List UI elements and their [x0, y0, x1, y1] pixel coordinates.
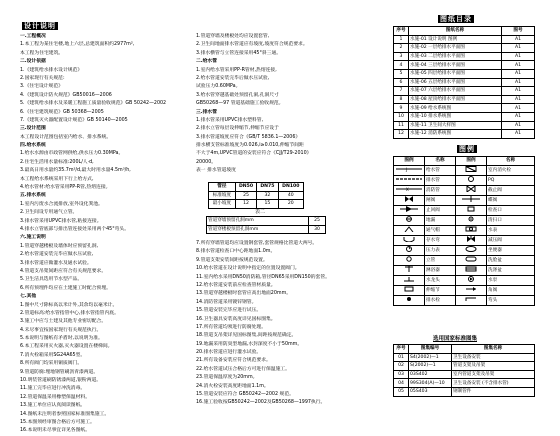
table-cell: 水施-05 四层给排水平面图: [409, 69, 502, 78]
note-line: 23.管道保温厚度为20mm。: [196, 375, 258, 381]
table-cell: 40: [278, 191, 303, 200]
header-cell: 图集编号: [409, 345, 452, 354]
table-cell: 25: [309, 217, 326, 226]
header-cell: 名称: [487, 157, 535, 166]
note-line: 1.管道穿墙及楼板处均应设置套管,: [196, 34, 270, 39]
note-line: 3.最高日用水量约35.7m³/d,最大时用水量4.5m³/h,: [20, 168, 131, 174]
note-line: 13.管道穿越楼板时套管应高出地面20mm。: [196, 291, 292, 297]
legend-row: [394, 265, 535, 275]
drawing-list-title: 图纸目录: [440, 15, 472, 23]
note-line: 二.给水管: [196, 59, 218, 65]
note-line: 9.管道防腐:埋地钢管刷沥青漆两道。: [20, 369, 99, 375]
table-row: [394, 362, 535, 371]
legend-symbol-icon: [456, 235, 487, 245]
table2-title: 表二: [255, 209, 266, 215]
note-line: 三.设计范围: [20, 126, 46, 132]
legend-symbol-icon: [394, 185, 425, 195]
table-cell: 10: [394, 112, 409, 121]
table-cell: 水施-02 一层给排水平面图: [409, 44, 502, 53]
note-line: 试验压力0.60MPa。: [196, 84, 241, 90]
note-line: 19.地漏采用防臭型地漏,水封深度不小于50mm。: [196, 341, 303, 347]
table-row: [394, 370, 535, 379]
legend-name: 淋浴器: [425, 265, 456, 275]
svg-text:J: J: [406, 166, 408, 172]
note-line: 3.给水管穿越基础处预留孔洞,孔洞尺寸: [196, 92, 279, 98]
note-line: 8.排水管道检查口中心距地面1.0m。: [196, 249, 276, 255]
legend-name: 蝶阀: [487, 195, 535, 205]
legend-symbol-icon: [394, 235, 425, 245]
note-line: 20.排水管道应进行灌水试验。: [196, 350, 262, 356]
note-line: 5.本说明与图纸有矛盾时,以说明为准。: [20, 336, 103, 342]
table-row: [394, 104, 535, 113]
table-row: [394, 95, 535, 104]
table-cell: 02: [394, 362, 409, 371]
legend-name: 闸阀: [425, 195, 456, 205]
legend-symbol-icon: [456, 195, 487, 205]
table-cell: 12: [235, 200, 256, 209]
header-cell: 图号: [502, 27, 535, 36]
table-row: [394, 35, 535, 44]
header-cell: 图集名称: [452, 345, 535, 354]
header-cell: 序号: [394, 345, 409, 354]
legend-name: 消防管: [425, 185, 456, 195]
table-row: [394, 69, 535, 78]
note-line: 15.管道安装完毕应进行试压。: [196, 308, 262, 314]
pipe-slope-table: [208, 182, 304, 209]
table-cell: 1: [394, 35, 409, 44]
legend-row: [394, 185, 535, 195]
note-line: 15.管道安装应符合 GB50242—2002 规范。: [196, 392, 294, 398]
legend-symbol-icon: [394, 285, 425, 295]
standards-table: [393, 344, 535, 397]
table-cell: 标准坡度: [209, 191, 236, 200]
table-cell: 05: [394, 387, 409, 396]
legend-row: [394, 295, 535, 305]
note-line: 12.给水管道安装前应检查管材质量。: [196, 282, 276, 288]
table-cell: 99S304(A)—10: [409, 379, 452, 388]
legend-row: [394, 175, 535, 185]
table-row: [394, 387, 535, 396]
table-cell: 卫生设备安装: [452, 353, 535, 362]
legend-name: 室内消火栓: [487, 165, 535, 175]
legend-symbol-icon: [394, 275, 425, 285]
table-header-row: [394, 345, 535, 354]
legend-symbol-icon: [456, 285, 487, 295]
legend-name: 角阀: [487, 285, 535, 295]
legend-row: [394, 225, 535, 235]
table-header-row: [394, 27, 535, 36]
note-line: 二.设计依据: [20, 59, 46, 65]
table-cell: 最小坡度: [209, 200, 236, 209]
legend-name: 洗脸盆: [487, 255, 535, 265]
middle-notes: [196, 33, 366, 176]
note-line: 五.排水系统: [20, 193, 46, 199]
table-cell: 03S402: [409, 370, 452, 379]
note-line: 3.排水管道坡度应符合《GB/T 5836.1—2006》: [196, 134, 301, 140]
table-cell: S(2002)—1: [409, 362, 452, 371]
table-row: [394, 353, 535, 362]
note-line: 1.《建筑给水排水设计规范》: [20, 67, 83, 73]
note-line: 17.所有管道均须进行防腐处理。: [196, 324, 266, 330]
left-title: 设计说明: [24, 22, 56, 30]
table-cell: 室内管道支架及吊架: [452, 370, 535, 379]
note-line: 16.本说明未尽事宜详见各图纸。: [20, 428, 90, 434]
note-line: 10.明装管道刷防锈漆两道,银粉两道。: [20, 378, 102, 384]
note-line: 7.所有穿墙管道均应设置钢套管,套管规格比管道大两号。: [196, 241, 318, 246]
note-line: 不大于4m,UPVC管道的安装应符合《CJJ/T29-2010》: [196, 151, 312, 157]
table-cell: 管道穿墙预留孔洞mm: [207, 217, 309, 226]
table-row: [394, 52, 535, 61]
header-cell: 图纸名称: [409, 27, 502, 36]
legend-symbol-icon: [394, 265, 425, 275]
table-cell: A1: [502, 104, 535, 113]
table-cell: 32: [257, 191, 278, 200]
table-cell: A1: [502, 112, 535, 121]
note-line: 排水横支管标准坡度为0.026,i≥0.010,伸缩节间距: [196, 143, 304, 149]
table-cell: 水施-07 六层给排水平面图: [409, 87, 502, 96]
table-cell: 水施-10 排水系统图: [409, 112, 502, 121]
note-line: 11.室内给水采用DN50消防箱,管径DN65采用DN150的套管。: [196, 274, 330, 280]
legend-name: 水表: [487, 225, 535, 235]
middle-notes-2: [196, 240, 376, 408]
note-line: 1.图中尺寸除标高以米计外,其余均以毫米计。: [20, 302, 118, 308]
legend-name: PQ: [487, 175, 535, 185]
note-line: 13.施工单位应认真阅读图纸。: [20, 403, 86, 409]
legend-name: 清扫口: [487, 215, 535, 225]
note-line: 1.给水水源由市政管网供给,供水压力0.30MPa。: [20, 151, 124, 157]
svg-text:X: X: [406, 186, 409, 192]
legend-name: 水泵: [487, 275, 535, 285]
legend-name: 排水管: [425, 175, 456, 185]
table-row: [394, 78, 535, 87]
header-cell: 管径: [209, 183, 236, 192]
table-cell: 水施-12 消防系统图: [409, 130, 502, 139]
note-line: 六.施工说明: [20, 235, 46, 241]
table-cell: 03: [394, 370, 409, 379]
table-row: [394, 130, 535, 139]
header-cell: 序号: [394, 27, 409, 36]
note-line: 1.室内污废水合流排放,室外设化粪池。: [20, 201, 103, 207]
legend-symbol-icon: [456, 255, 487, 265]
note-line: 2.住宅生活用水量标准:200L/人·d,: [20, 159, 94, 165]
note-line: 6.本工程采用灭火器,灭火器设置在楼梯间。: [20, 344, 113, 350]
table-cell: 水施-06 五层给排水平面图: [409, 78, 502, 87]
legend-symbol-icon: [456, 225, 487, 235]
table-cell: 水施-11 卫生间大样图: [409, 121, 502, 130]
legend-row: [394, 215, 535, 225]
table-header-row: [394, 157, 535, 166]
note-line: 本工程设计范围包括室内给水、排水系统。: [20, 134, 112, 140]
note-line: 2.管道标高:给水管指管中心,排水管指管内底。: [20, 310, 119, 316]
table-cell: 水施-03 二层给排水平面图: [409, 52, 502, 61]
legend-row: [394, 245, 535, 255]
legend-symbol-icon: [394, 255, 425, 265]
note-line: 18.管道支吊架详见国标图集,间距按规范确定。: [196, 333, 297, 339]
legend-name: 洗涤盆: [487, 265, 535, 275]
note-line: 1.室内给水管采用PP-R管材,热熔连接,: [196, 67, 277, 73]
header-cell: DN50: [235, 183, 256, 192]
note-line: 15.本图须经审图合格后方可施工。: [20, 419, 95, 425]
note-line: 3.排水管道应做灌水及通水试验。: [20, 260, 92, 266]
legend-symbol-icon: [456, 265, 487, 275]
note-line: 20000。: [196, 159, 217, 165]
table-cell: 20: [278, 200, 303, 209]
note-line: 4.管道支吊架间距应符合有关规范要求。: [20, 268, 107, 274]
legend-symbol-icon: [394, 245, 425, 255]
table-cell: 11: [394, 121, 409, 130]
table-cell: 25: [235, 191, 256, 200]
table-row: [209, 191, 304, 200]
legend-name: 止回阀: [425, 205, 456, 215]
standards-title: 选用国家标准图集: [433, 336, 478, 342]
note-line: GB50268—97 管道基础施工验收规范。: [196, 101, 284, 107]
legend-symbol-icon: [456, 165, 487, 175]
table-cell: 9: [394, 104, 409, 113]
table-cell: 05S403: [409, 387, 452, 396]
legend-table: [393, 156, 535, 306]
table-row: [207, 225, 326, 234]
note-line: 24.消火栓安装高度距地面1.1m。: [196, 383, 269, 389]
note-line: 1.管道穿越楼板及墙体时应预留孔洞,: [20, 243, 99, 249]
note-line: 七.其他: [20, 294, 37, 300]
legend-symbol-icon: [456, 175, 487, 185]
legend-row: [394, 205, 535, 215]
table-cell: A1: [502, 52, 535, 61]
note-line: 8.所有阀门均采用铜质阀门。: [20, 361, 83, 367]
table-cell: A1: [502, 95, 535, 104]
note-line: 四.给水系统: [20, 143, 46, 149]
legend-name: 截止阀: [487, 185, 535, 195]
table-row: [394, 61, 535, 70]
legend-symbol-icon: [394, 295, 425, 305]
table-cell: 30: [309, 225, 326, 234]
legend-symbol-icon: [456, 275, 487, 285]
legend-name: 排水栓: [425, 295, 456, 305]
note-line: 3.《住宅设计规范》: [20, 84, 63, 90]
note-line: 4.《建筑设计防火规范》GB50016—2006: [20, 92, 112, 98]
table-row: [207, 217, 326, 226]
table-cell: 水施-04 三层给排水平面图: [409, 61, 502, 70]
note-line: 2.排水立管每层设伸缩节,伸缩节应设于: [196, 126, 279, 132]
legend-symbol-icon: [456, 185, 487, 195]
header-cell: 图例: [394, 157, 425, 166]
table-cell: A1: [502, 61, 535, 70]
legend-symbol-icon: [456, 245, 487, 255]
legend-row: [394, 235, 535, 245]
note-line: 16.施工验收按GB50242—2002及GB50268—1997执行。: [196, 400, 326, 406]
note-line: 9.管道支架安装间距按规范设置。: [196, 257, 268, 263]
table-row: [209, 200, 304, 209]
legend-name: 存水弯: [425, 235, 456, 245]
table-cell: S4(2002)—1: [409, 353, 452, 362]
table-cell: 水施-01 设计说明 图例: [409, 35, 502, 44]
header-cell: DN75: [257, 183, 278, 192]
table-row: [394, 112, 535, 121]
legend-symbol-icon: [456, 205, 487, 215]
legend-row: [394, 285, 535, 295]
note-line: 16.卫生器具安装高度详见国标图集。: [196, 316, 276, 322]
table-cell: 水施-08 屋顶给排水平面图: [409, 95, 502, 104]
note-line: 14.图纸未注明者参照国家标准图集施工。: [20, 411, 110, 417]
legend-symbol-icon: [394, 205, 425, 215]
legend-row: [394, 255, 535, 265]
legend-symbol-icon: [394, 225, 425, 235]
table-cell: 钢制管件: [452, 387, 535, 396]
legend-symbol-icon: [456, 295, 487, 305]
note-line: 4.未尽事宜按国家现行有关规范执行。: [20, 327, 102, 333]
note-line: 2.给水管道安装完毕后做水压试验,: [196, 75, 270, 81]
note-line: 4.给水管材:给水管采用PP-R管,热熔连接。: [20, 185, 111, 191]
legend-name: 地漏: [425, 215, 456, 225]
table-header-row: [209, 183, 304, 192]
table-cell: 04: [394, 379, 409, 388]
legend-symbol-icon: [456, 215, 487, 225]
table-cell: A1: [502, 44, 535, 53]
table-cell: A1: [502, 121, 535, 130]
table-cell: A1: [502, 78, 535, 87]
note-line: 11.施工完毕应进行冲洗消毒。: [20, 386, 86, 392]
header-cell: 图例: [456, 157, 487, 166]
table-cell: A1: [502, 87, 535, 96]
note-line: 3.排水横管与立管连接采用45°斜三通。: [196, 50, 282, 56]
note-line: 5.《建筑给水排水及采暖工程施工质量验收规范》GB 50242—2002: [20, 101, 167, 107]
note-line: 7.消火栓箱采用SG24A65型。: [20, 352, 86, 358]
table-cell: A1: [502, 35, 535, 44]
note-line: 本工程为住宅建筑。: [20, 50, 64, 56]
table-cell: 3: [394, 52, 409, 61]
table-cell: 水施-09 给水系统图: [409, 104, 502, 113]
note-line: 2.国家现行有关规范:: [20, 75, 65, 81]
legend-row: [394, 165, 535, 175]
table-cell: 4: [394, 61, 409, 70]
note-line: 1.排水管采用UPVC排水塑料管,: [196, 117, 264, 123]
table-cell: 6: [394, 78, 409, 87]
table-cell: 12: [394, 130, 409, 139]
note-line: 2.卫生间设专用通气立管。: [20, 210, 78, 216]
note-line: 4.排水立管底部与排出管连接处采用两个45°弯头。: [20, 226, 130, 232]
table-row: [394, 121, 535, 130]
legend-row: [394, 275, 535, 285]
legend-symbol-icon: [394, 175, 425, 185]
table-cell: 7: [394, 87, 409, 96]
note-line: 三.排水管: [196, 109, 218, 115]
note-line: 10.给水管道在设计说明中指定的位置设置阀门。: [196, 266, 300, 272]
legend-name: 坐便器: [487, 245, 535, 255]
legend-name: 水龙头: [425, 275, 456, 285]
table-cell: A1: [502, 130, 535, 139]
note-line: 表一 排水管道坡度: [196, 168, 236, 174]
note-line: 21.所有设备安装应符合规范要求。: [196, 358, 271, 364]
table-cell: 15: [257, 200, 278, 209]
note-line: 12.管道保温采用橡塑保温材料。: [20, 394, 90, 400]
note-line: 7.《建筑灭火器配置设计规范》GB 50140—2005: [20, 117, 128, 123]
note-line: 3.排水管采用UPVC排水管,粘接连接。: [20, 218, 102, 224]
drawing-list-table: [393, 26, 535, 139]
left-notes: [20, 33, 180, 436]
legend-name: 减压阀: [487, 235, 535, 245]
legend-row: [394, 195, 535, 205]
table-cell: A1: [502, 69, 535, 78]
legend-name: 弯头: [487, 295, 535, 305]
legend-symbol-icon: [394, 165, 425, 175]
table-row: [394, 379, 535, 388]
legend-name: 检查口: [487, 205, 535, 215]
note-line: 14.消防管道采用镀锌钢管。: [196, 299, 257, 305]
table-cell: 卫生设备安装 (不含排水管): [452, 379, 535, 388]
table-cell: 管道穿楼板预留孔洞mm: [207, 225, 309, 234]
legend-name: 通气帽: [425, 225, 456, 235]
note-line: 1.本工程为某住宅楼,地上六层,总建筑面积约2977m²,: [20, 42, 135, 48]
legend-symbol-icon: [394, 215, 425, 225]
table-row: [394, 44, 535, 53]
header-cell: DN100: [278, 183, 303, 192]
table-cell: 5: [394, 69, 409, 78]
header-cell: 名称: [425, 157, 456, 166]
note-line: 3.施工中应与土建及其他专业密切配合。: [20, 319, 107, 325]
table-cell: 2: [394, 44, 409, 53]
note-line: 2.卫生间地面排水管道应有坡度,坡度符合规范要求。: [196, 42, 308, 48]
note-line: 5.卫生洁具选用节水型产品。: [20, 277, 83, 283]
legend-name: 立管: [425, 255, 456, 265]
note-line: 2.给水管道安装完毕应做水压试验,: [20, 252, 94, 258]
legend-name: 压力表: [425, 245, 456, 255]
note-line: 一.工程概况: [20, 34, 46, 39]
legend-name: 给水管: [425, 165, 456, 175]
table-row: [394, 87, 535, 96]
table-cell: 8: [394, 95, 409, 104]
table-cell: 管道支架及吊架: [452, 362, 535, 371]
table-cell: 01: [394, 353, 409, 362]
legend-symbol-icon: [394, 195, 425, 205]
legend-name: 伸缩节: [425, 285, 456, 295]
hole-table: [206, 216, 326, 234]
note-line: 6.《住宅建筑规范》GB 50368—2005: [20, 109, 104, 115]
note-line: 本工程给水系统采用下行上给方式,: [20, 176, 94, 182]
note-line: 22.给水管道试压合格后方可进行保温施工。: [196, 366, 290, 372]
legend-title: 图例: [459, 145, 475, 153]
note-line: 6.所有预埋件均应在土建施工时配合预埋。: [20, 285, 111, 291]
